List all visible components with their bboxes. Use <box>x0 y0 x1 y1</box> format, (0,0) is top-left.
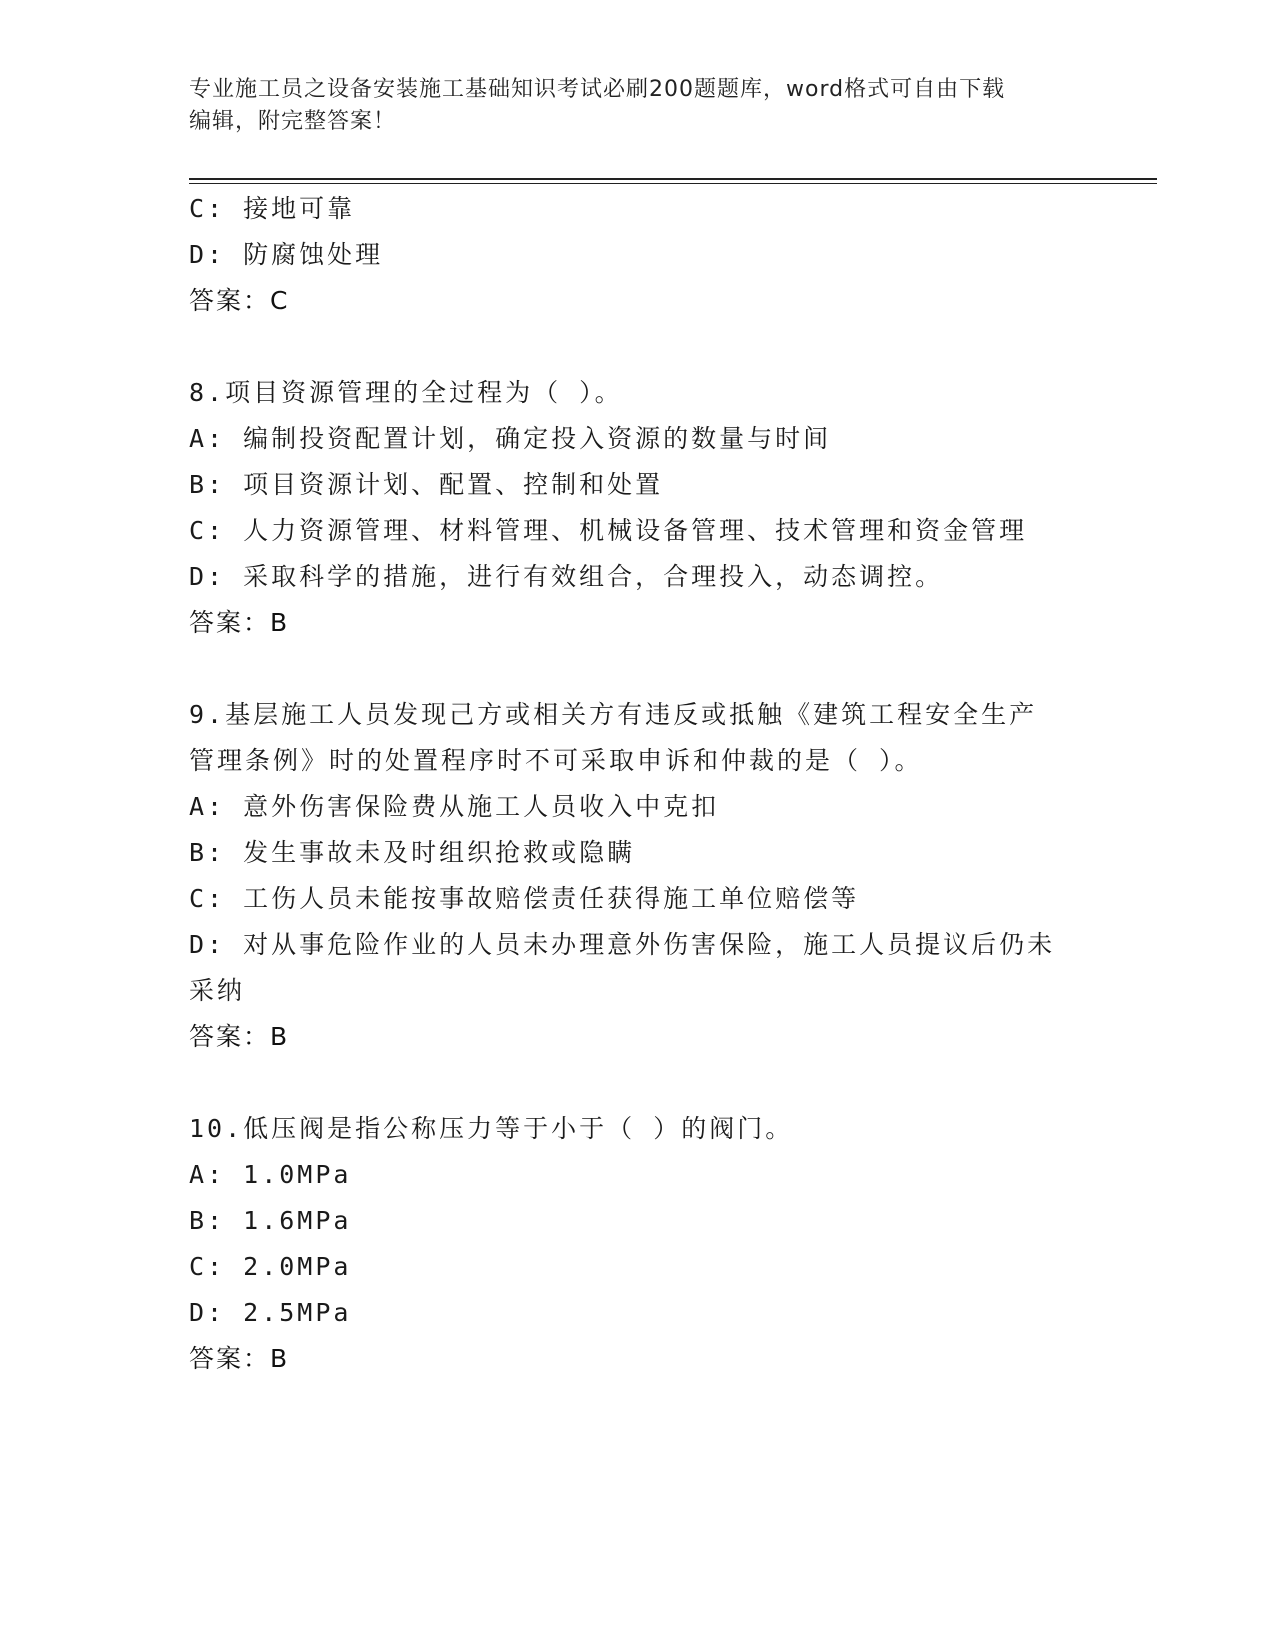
page-header <box>189 74 1089 138</box>
option-d: D: 2.5MPa <box>189 1298 352 1327</box>
question-text: 10.低压阀是指公称压力等于小于（ ）的阀门。 <box>189 1114 794 1143</box>
option-d-line-2: 采纳 <box>189 976 246 1005</box>
spacer <box>189 324 1089 370</box>
answer: 答案：B <box>189 1344 290 1373</box>
option-b: B: 项目资源计划、配置、控制和处置 <box>189 470 664 499</box>
question-7-tail <box>189 186 1089 324</box>
option-d: D: 采取科学的措施，进行有效组合，合理投入，动态调控。 <box>189 562 944 591</box>
option-a: A: 编制投资配置计划，确定投入资源的数量与时间 <box>189 424 832 453</box>
question-8 <box>189 370 1089 646</box>
answer: 答案：C <box>189 286 290 315</box>
spacer <box>189 646 1089 692</box>
question-list <box>189 186 1089 1382</box>
header-title-line-1: 专业施工员之设备安装施工基础知识考试必刷200题题库，word格式可自由下载 <box>189 77 1006 102</box>
option-a: A: 1.0MPa <box>189 1160 352 1189</box>
option-b: B: 发生事故未及时组织抢救或隐瞒 <box>189 838 636 867</box>
answer: 答案：B <box>189 608 290 637</box>
question-text-line-1: 9.基层施工人员发现己方或相关方有违反或抵触《建筑工程安全生产 <box>189 700 1038 729</box>
question-9 <box>189 692 1089 1060</box>
option-d: D: 防腐蚀处理 <box>189 240 384 269</box>
header-divider <box>189 178 1157 184</box>
option-c: C: 工伤人员未能按事故赔偿责任获得施工单位赔偿等 <box>189 884 860 913</box>
option-c: C: 接地可靠 <box>189 194 356 223</box>
option-b: B: 1.6MPa <box>189 1206 352 1235</box>
option-c: C: 人力资源管理、材料管理、机械设备管理、技术管理和资金管理 <box>189 516 1028 545</box>
option-d-line-1: D: 对从事危险作业的人员未办理意外伤害保险，施工人员提议后仍未 <box>189 930 1056 959</box>
spacer <box>189 1060 1089 1106</box>
question-text: 8.项目资源管理的全过程为（ ）。 <box>189 378 623 407</box>
header-title-line-2: 编辑，附完整答案！ <box>189 109 397 134</box>
answer: 答案：B <box>189 1022 290 1051</box>
question-text-line-2: 管理条例》时的处置程序时不可采取申诉和仲裁的是（ ）。 <box>189 746 923 775</box>
question-10 <box>189 1106 1089 1382</box>
option-c: C: 2.0MPa <box>189 1252 352 1281</box>
option-a: A: 意外伤害保险费从施工人员收入中克扣 <box>189 792 720 821</box>
